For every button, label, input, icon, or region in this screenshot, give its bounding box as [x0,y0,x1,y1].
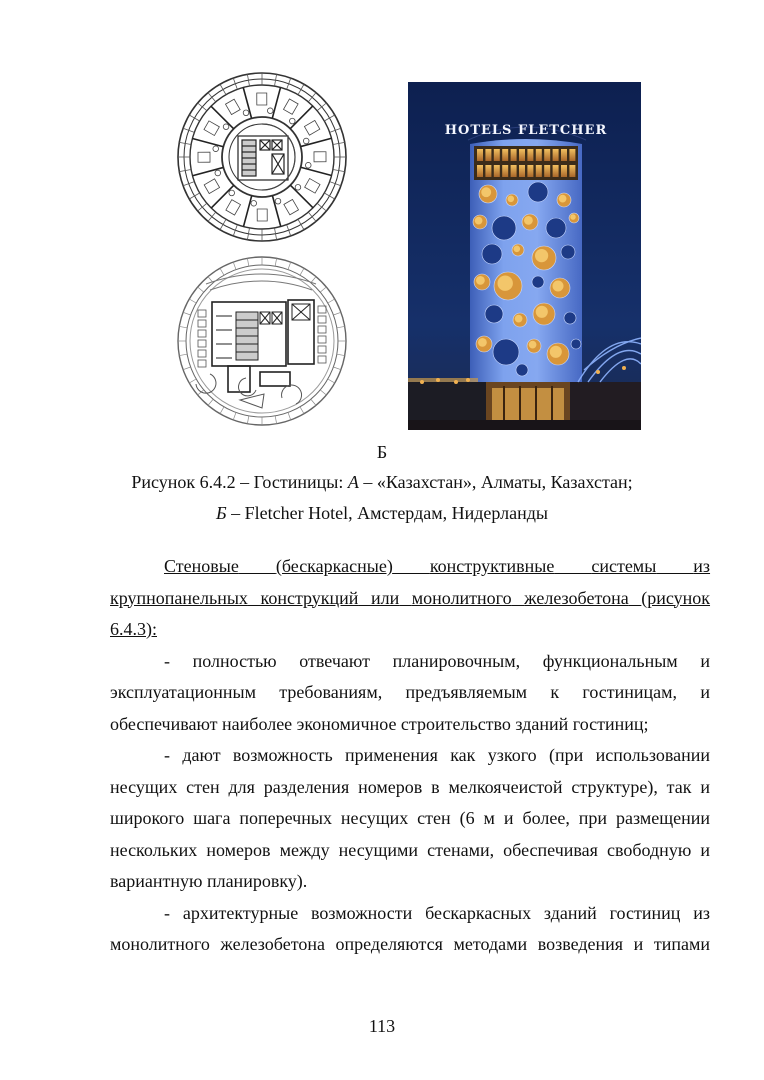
hotel-sign: HOTELS FLETCHER [444,123,608,138]
caption-label-a: А [347,472,359,492]
floor-plan-typical [176,70,348,244]
panel-b-label: Б [376,442,388,462]
word: (рисунок [641,587,711,608]
word: из [693,556,711,576]
page-number: 113 [368,1016,396,1036]
word: конструкций [260,587,359,608]
word: системы [591,556,657,576]
bullet-item: - архитектурные возможности бескаркасных зданий гостиниц из монолитного железобетона определяются методами возведения и типами [110,902,710,954]
caption-prefix: Рисунок 6.4.2 – Гостиницы: [131,472,348,492]
word: крупнопанельных [110,587,248,608]
body-text [110,551,710,961]
bullet-item: - полностью отвечают планировочным, функциональным и эксплуатационным требованиям, предъявляемым к гостиницам, и обеспечивают наиболее экономичное строительство зданий гостиниц; [110,650,710,734]
word: (бескаркасные) [275,556,393,576]
figure-caption-line2 [0,503,764,524]
caption-b-text: – Fletcher Hotel, Амстердам, Нидерланды [226,503,549,523]
core [238,124,295,190]
caption-label-b: Б [215,503,227,523]
heading-line-2 [110,583,710,615]
bullet-item: - дают возможность применения как узкого (при использовании несущих стен для разделения номеров в мелкоячеистой структуре), так и широкого шага поперечных несущих стен (6 м и более, при размещении нескольких номеров между несущими стенами, обеспечивая свободную и вариантную планировку). [110,745,710,891]
fletcher-hotel-photo [408,82,641,430]
caption-a-text: – «Казахстан», Алматы, Казахстан; [358,472,633,492]
word: Стеновые [164,556,239,576]
heading-line-3: 6.4.3): [110,619,157,639]
heading-paragraph [110,551,710,646]
heading-line-1 [110,551,710,583]
word: железобетона [524,587,629,608]
word: монолитного [411,587,512,608]
floor-plan-ground [176,254,348,428]
word: или [370,587,400,608]
word: конструктивные [429,556,555,576]
figure-caption-line1 [0,472,764,493]
